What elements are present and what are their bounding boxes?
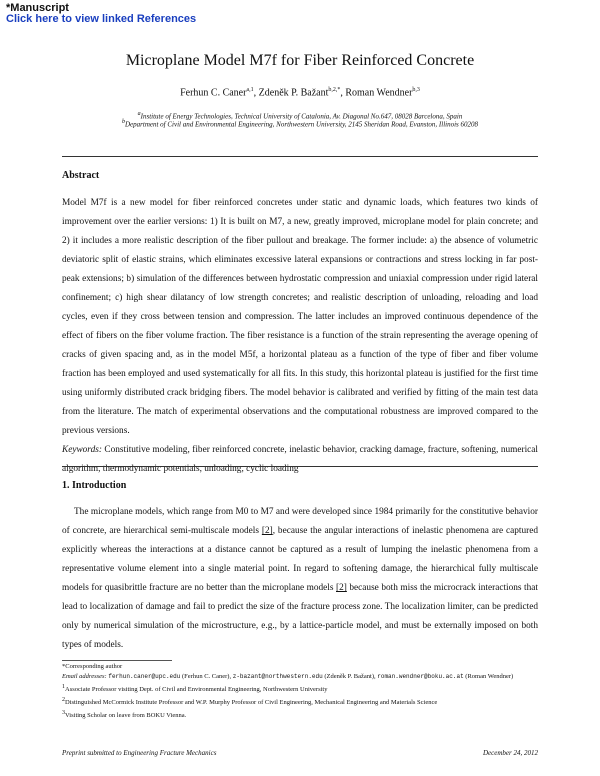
keywords: Constitutive modeling, fiber reinforced concrete, inelastic behavior, cracking damage, fracture, softening, numerical algorithm, thermodynamic potentials, unloading, cyclic loading xyxy=(62,445,538,474)
author-bazant: Zdeněk P. Bažant xyxy=(258,87,329,99)
abstract-text: Model M7f is a new model for fiber reinforced concretes under static and dynamic loads, which features two kinds of improvement over the earlier versions: 1) It is built on M7, a new, greatly improved, microplane model for plain concrete; and 2) it includes a more realistic description of the fiber pullout and breakage. The former include: a) the absence of volumetric deviatoric split of elastic strains, which eliminates excessive lateral expansions or contractions and stress locking in far post-peak extensions; b) simulation of the differences between hydrostatic compression and uniaxial compression under rigid lateral confinement; c) high shear dilatancy of low strength concretes; and realistic description of unloading, reloading and load cycles, even if they cross between tension and compression. The latter includes an improved continuous dependence of the effect of fibers on the fiber volume fraction. The fiber resistance is a function of the strain representing the average opening of cracks of given spacing and, as in the model M5f, a horizontal plateau as a function of the type of fiber and fiber volume fraction has been employed and used systematically for all fits. In this study, this horizontal plateau is justified for the first time using uniformly distributed crack bridging fibers. The model behavior is calibrated and verified by fitting of the main test data from the literature. The match of experimental observations and the computational robustness are improved compared to the previous versions. Keywords: Constitutive modeling, fiber reinforced concrete, inelastic behavior, cracking damage, fracture, softening, numerical algorithm, thermodynamic potentials, unloading, cyclic loading xyxy=(62,198,538,474)
keywords-label: Keywords: xyxy=(62,445,102,455)
footnote-corresponding: *Corresponding author xyxy=(62,663,123,670)
footnote-1: $^1$Associate Professor visiting Dept. of Civil and Environmental Engineering, Northwestern University xyxy=(62,684,328,694)
email-wendner[interactable]: roman.wendner@boku.ac.at xyxy=(377,673,464,680)
footnote-emails: Email addresses: ferhun.caner@upc.edu (Ferhun C. Caner), z-bazant@northwestern.edu (Zdeněk P. Bažant), roman.wendner@boku.ac.at (Roman Wendner) xyxy=(62,673,514,680)
abstract-rule xyxy=(62,466,538,467)
footnote-3: $^3$Visiting Scholar on leave from BOKU Vienna. xyxy=(62,710,187,720)
top-rule xyxy=(62,156,538,157)
manuscript-tag: *Manuscript xyxy=(6,2,69,14)
introduction-heading: 1. Introduction xyxy=(62,480,127,491)
footnotes xyxy=(62,662,538,721)
affiliation-b: $^b$Department of Civil and Environmental Engineering, Northwestern University, 2145 Sheridan Road, Evanston, Illinois 60208 xyxy=(121,119,478,129)
author-caner: Ferhun C. Caner xyxy=(180,87,247,99)
abstract-heading: Abstract xyxy=(62,170,100,181)
email-caner[interactable]: ferhun.caner@upc.edu xyxy=(108,673,181,680)
date: December 24, 2012 xyxy=(482,749,538,757)
author-list: Ferhun C. Caner$^{a,1}$, Zdeněk P. Bažant$^{b,2,*}$, Roman Wendner$^{b,3}$ xyxy=(180,87,420,99)
email-bazant[interactable]: z-bazant@northwestern.edu xyxy=(232,673,323,680)
affiliation-a: $^a$Institute of Energy Technologies, Technical University of Catalonia, Av. Diagonal No.647, 08028 Barcelona, Spain xyxy=(137,111,463,121)
paper-title: Microplane Model M7f for Fiber Reinforced Concrete xyxy=(125,52,475,69)
author-wendner: Roman Wendner xyxy=(345,87,413,99)
introduction-paragraph: The microplane models, which range from M0 to M7 and were developed since 1984 primarily for the constitutive behavior of concrete, are hierarchical semi-multiscale models [2], because the angular interactions of inelastic phenomena are captured explicitly whereas the interactions at a distance cannot be captured as a result of lumping the inelastic phenomena from a representative volume element into a single material point. In regard to softening damage, the hierarchical fully multiscale models for quasibrittle fracture are no better than the microplane models [2] because both miss the microcrack interactions that lead to localization of damage and fail to predict the size of the fracture process zone. The localization limiter, can be predicted only by numerical simulation of the microstructure, e.g., by a lattice-particle model, and must be externally imposed on both types of models. xyxy=(62,507,539,650)
citation-link[interactable]: [2] xyxy=(261,526,273,536)
footnote-2: $^2$Distinguished McCormick Institute Professor and W.P. Murphy Professor of Civil Engineering, Mechanical Engineering and Materials Science xyxy=(62,697,438,707)
author-caner-sup: a,1 xyxy=(246,87,254,93)
author-bazant-sup: b,2,* xyxy=(328,87,341,93)
footnote-rule xyxy=(62,660,172,661)
preprint-note: Preprint submitted to Engineering Fracture Mechanics xyxy=(62,749,217,757)
author-wendner-sup: b,3 xyxy=(412,87,420,93)
citation-link[interactable]: [2] xyxy=(336,583,347,593)
linked-references-link[interactable]: Click here to view linked References xyxy=(6,13,197,25)
